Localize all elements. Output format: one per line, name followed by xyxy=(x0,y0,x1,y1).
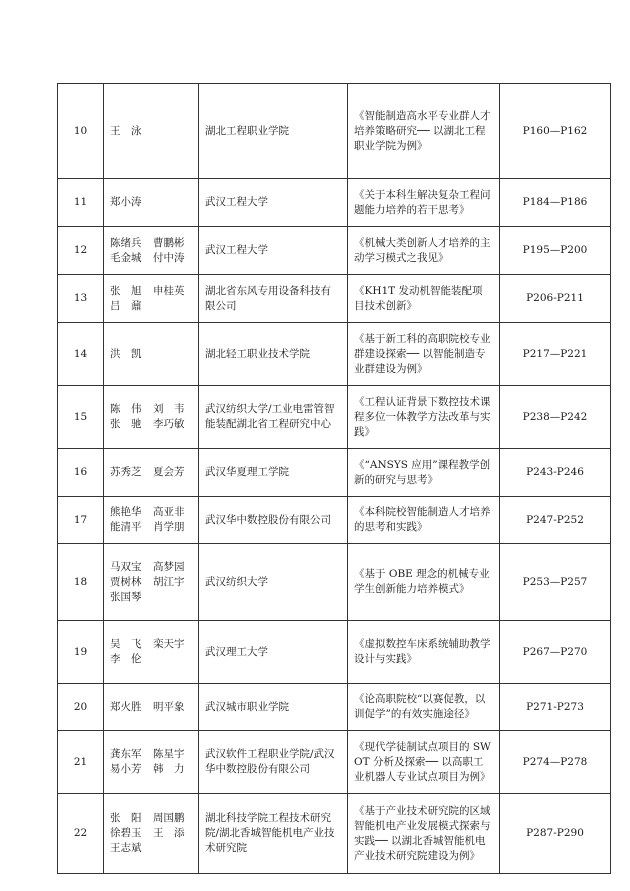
table-row xyxy=(58,386,611,449)
author-name: 苏秀芝 xyxy=(110,466,142,478)
page-range: P206-P211 xyxy=(500,275,611,323)
table-row xyxy=(58,449,611,497)
authors-cell xyxy=(104,449,199,497)
row-number: 14 xyxy=(58,323,104,386)
organization: 湖北科技学院工程技术研究院/湖北香城智能机电产业技术研究院 xyxy=(199,794,348,874)
paper-title: 《KH1T 发动机智能装配项目技术创新》 xyxy=(348,275,500,323)
author-name: 熊艳华 xyxy=(110,506,142,518)
author-name: 明平象 xyxy=(153,700,185,713)
author-name: 陈星宇 xyxy=(153,748,185,760)
page-range: P253—P257 xyxy=(500,544,611,621)
author-name: 夏会芳 xyxy=(153,466,185,478)
authors-cell xyxy=(104,275,199,323)
author-name: 毛金城 xyxy=(110,251,142,264)
authors-cell xyxy=(104,179,199,227)
author-name: 韩 力 xyxy=(153,763,185,775)
table-body xyxy=(58,84,611,874)
table-row xyxy=(58,497,611,544)
author-name: 周国鹏 xyxy=(153,812,185,824)
author-name: 高亚非 xyxy=(153,506,185,518)
author-name: 吴 飞 xyxy=(110,638,142,650)
organization: 湖北省东风专用设备科技有限公司 xyxy=(199,275,348,323)
author-name: 龚东军 xyxy=(110,748,142,760)
table-row xyxy=(58,84,611,179)
author-name: 郑火胜 xyxy=(110,700,142,713)
row-number: 16 xyxy=(58,449,104,497)
row-number: 11 xyxy=(58,179,104,227)
page-range: P271-P273 xyxy=(500,684,611,731)
row-number: 20 xyxy=(58,684,104,731)
row-number: 19 xyxy=(58,621,104,684)
author-name: 张 驰 xyxy=(110,418,142,430)
organization: 武汉软件工程职业学院/武汉华中数控股份有限公司 xyxy=(199,731,348,794)
row-number: 10 xyxy=(58,84,104,179)
table-row xyxy=(58,794,611,874)
row-number: 22 xyxy=(58,794,104,874)
row-number: 12 xyxy=(58,227,104,275)
organization: 武汉纺织大学 xyxy=(199,544,348,621)
table-row xyxy=(58,179,611,227)
page-range: P247-P252 xyxy=(500,497,611,544)
paper-title: 《机械大类创新人才培养的主动学习模式之我见》 xyxy=(348,227,500,275)
author-name: 洪 凯 xyxy=(110,347,142,360)
organization: 武汉工程大学 xyxy=(199,227,348,275)
author-name: 申桂英 xyxy=(153,284,185,297)
paper-title: 《虚拟数控车床系统辅助教学设计与实践》 xyxy=(348,621,500,684)
paper-list-table xyxy=(57,83,611,874)
paper-title: 《基于新工科的高职院校专业群建设探索── 以智能制造专业群建设为例》 xyxy=(348,323,500,386)
row-number: 18 xyxy=(58,544,104,621)
paper-title: 《工程认证背景下数控技术课程多位一体教学方法改革与实践》 xyxy=(348,386,500,449)
table-row xyxy=(58,731,611,794)
authors-cell xyxy=(104,323,199,386)
authors-cell xyxy=(104,227,199,275)
author-name: 易小芳 xyxy=(110,763,142,775)
table-row xyxy=(58,684,611,731)
author-name: 陈绪兵 xyxy=(110,236,142,249)
author-name: 王 泳 xyxy=(110,124,142,137)
page-range: P184—P186 xyxy=(500,179,611,227)
table-row xyxy=(58,275,611,323)
authors-cell xyxy=(104,84,199,179)
organization: 武汉华夏理工学院 xyxy=(199,449,348,497)
author-name: 曹鹏彬 xyxy=(153,236,185,249)
page-range: P238—P242 xyxy=(500,386,611,449)
paper-title: 《智能制造高水平专业群人才培养策略研究── 以湖北工程职业学院为例》 xyxy=(348,84,500,179)
author-name: 张国琴 xyxy=(110,590,142,603)
authors-cell xyxy=(104,386,199,449)
author-name: 徐碧玉 xyxy=(110,827,142,839)
page-range: P160—P162 xyxy=(500,84,611,179)
author-name: 李 伦 xyxy=(110,653,142,665)
organization: 湖北工程职业学院 xyxy=(199,84,348,179)
author-name: 张 旭 xyxy=(110,284,142,297)
author-name: 郑小涛 xyxy=(110,196,142,208)
table-row xyxy=(58,323,611,386)
page-range: P267—P270 xyxy=(500,621,611,684)
table-row xyxy=(58,544,611,621)
author-name: 贾树林 xyxy=(110,575,142,588)
author-name: 能清平 xyxy=(110,521,142,533)
author-name: 李巧敏 xyxy=(153,418,185,430)
author-name: 马双宝 xyxy=(110,560,142,573)
row-number: 21 xyxy=(58,731,104,794)
paper-title: 《现代学徒制试点项目的 SWOT 分析及探索── 以高职工业机器人专业试点项目为例》 xyxy=(348,731,500,794)
author-name: 王 添 xyxy=(153,827,185,839)
authors-cell xyxy=(104,544,199,621)
authors-cell xyxy=(104,497,199,544)
row-number: 17 xyxy=(58,497,104,544)
author-name: 刘 韦 xyxy=(153,403,185,415)
authors-cell xyxy=(104,794,199,874)
paper-title: 《基于 OBE 理念的机械专业学生创新能力培养模式》 xyxy=(348,544,500,621)
author-name: 付中涛 xyxy=(153,251,185,264)
author-name: 王志斌 xyxy=(110,842,142,854)
paper-title: 《关于本科生解决复杂工程问题能力培养的若干思考》 xyxy=(348,179,500,227)
authors-cell xyxy=(104,731,199,794)
page-range: P217—P221 xyxy=(500,323,611,386)
organization: 湖北轻工职业技术学院 xyxy=(199,323,348,386)
row-number: 15 xyxy=(58,386,104,449)
authors-cell xyxy=(104,621,199,684)
table-row xyxy=(58,621,611,684)
author-name: 栾天宇 xyxy=(153,638,185,650)
paper-title: 《基于产业技术研究院的区域智能机电产业发展模式探索与实践── 以湖北香城智能机电产业技术研究院建设为例》 xyxy=(348,794,500,874)
page-range: P195—P200 xyxy=(500,227,611,275)
row-number: 13 xyxy=(58,275,104,323)
organization: 武汉工程大学 xyxy=(199,179,348,227)
author-name: 高梦园 xyxy=(153,560,185,573)
organization: 武汉理工大学 xyxy=(199,621,348,684)
table-row xyxy=(58,227,611,275)
page-range: P274—P278 xyxy=(500,731,611,794)
paper-title: 《“ANSYS 应用”课程教学创新的研究与思考》 xyxy=(348,449,500,497)
author-name: 吕 鼐 xyxy=(110,299,142,312)
authors-cell xyxy=(104,684,199,731)
author-name: 胡江宇 xyxy=(153,575,185,588)
paper-title: 《本科院校智能制造人才培养的思考和实践》 xyxy=(348,497,500,544)
page-range: P287-P290 xyxy=(500,794,611,874)
author-name: 陈 伟 xyxy=(110,403,142,415)
organization: 武汉纺织大学/工业电雷管智能装配湖北省工程研究中心 xyxy=(199,386,348,449)
organization: 武汉城市职业学院 xyxy=(199,684,348,731)
organization: 武汉华中数控股份有限公司 xyxy=(199,497,348,544)
author-name: 肖学朋 xyxy=(153,521,185,533)
page-range: P243-P246 xyxy=(500,449,611,497)
paper-title: 《论高职院校“以赛促教，以训促学”的有效实施途径》 xyxy=(348,684,500,731)
author-name: 张 阳 xyxy=(110,812,142,824)
